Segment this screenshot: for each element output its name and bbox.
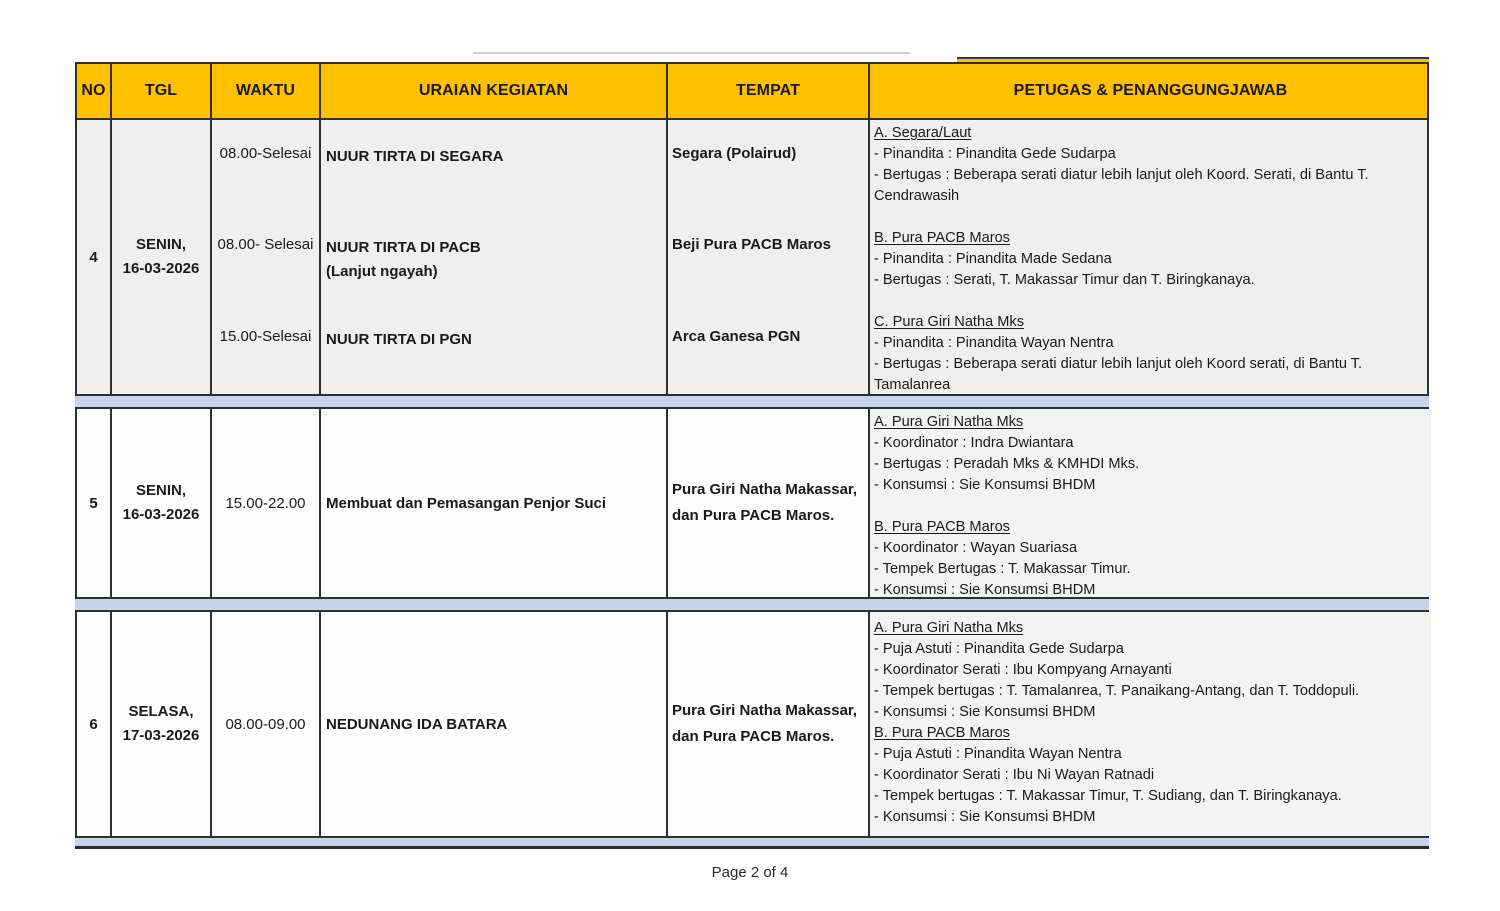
- time-cell: 08.00-09.00: [212, 612, 321, 836]
- staff-cell: [870, 409, 1431, 597]
- staff-section: [874, 312, 1425, 394]
- col-header-uraian-kegiatan: URAIAN KEGIATAN: [321, 64, 668, 118]
- schedule-row-6: [75, 610, 1429, 838]
- staff-section: [874, 618, 1425, 723]
- staff-section: [874, 412, 1425, 496]
- date-value: 16-03-2026: [122, 260, 200, 277]
- activity-entry: NUUR TIRTA DI SEGARA: [326, 148, 504, 165]
- activity-cell: Membuat dan Pemasangan Penjor Suci: [321, 409, 668, 597]
- date-value: 17-03-2026: [122, 727, 200, 744]
- staff-section-heading: B. Pura PACB Maros: [874, 725, 1010, 741]
- staff-line: - Koordinator : Indra Dwiantara: [874, 435, 1074, 451]
- schedule-table: [75, 62, 1429, 849]
- col-header-no: NO: [77, 64, 112, 118]
- staff-line: - Tempek Bertugas : T. Makassar Timur.: [874, 561, 1131, 577]
- time-cell: [212, 120, 321, 394]
- scan-artifact-line: [473, 52, 910, 54]
- row-number: 6: [77, 612, 112, 836]
- col-header-tempat: TEMPAT: [668, 64, 870, 118]
- row-separator-band: [75, 599, 1429, 610]
- staff-section-heading: B. Pura PACB Maros: [874, 230, 1010, 246]
- col-header-petugas: PETUGAS & PENANGGUNGJAWAB: [1013, 82, 1288, 99]
- staff-section: [874, 723, 1425, 828]
- staff-section: [874, 228, 1425, 291]
- staff-line: - Pinandita : Pinandita Made Sedana: [874, 251, 1112, 267]
- staff-cell: [870, 120, 1431, 394]
- staff-line: - Bertugas : Beberapa serati diatur lebih lanjut oleh Koord serati, di Bantu T. Tamalanrea: [874, 356, 1363, 393]
- schedule-row-5: [75, 407, 1429, 599]
- date-value: 16-03-2026: [122, 506, 200, 523]
- staff-line: - Bertugas : Peradah Mks & KMHDI Mks.: [874, 456, 1140, 472]
- location-entry: Segara (Polairud): [672, 145, 797, 162]
- staff-line: - Puja Astuti : Pinandita Gede Sudarpa: [874, 641, 1124, 657]
- row-separator-band: [75, 396, 1429, 407]
- staff-section: [874, 123, 1425, 207]
- table-header-row: [75, 62, 1429, 120]
- staff-line: - Koordinator Serati : Ibu Ni Wayan Ratnadi: [874, 767, 1155, 783]
- date-day: SENIN,: [135, 236, 186, 253]
- staff-section-heading: B. Pura PACB Maros: [874, 519, 1010, 535]
- staff-line: - Pinandita : Pinandita Wayan Nentra: [874, 335, 1114, 351]
- activity-cell: [321, 120, 668, 394]
- staff-line: - Konsumsi : Sie Konsumsi BHDM: [874, 809, 1096, 825]
- activity-entry: NUUR TIRTA DI PGN: [326, 331, 472, 348]
- activity-title: NUUR TIRTA DI PACB: [326, 239, 481, 256]
- staff-line: - Konsumsi : Sie Konsumsi BHDM: [874, 582, 1096, 597]
- activity-cell: NEDUNANG IDA BATARA: [321, 612, 668, 836]
- staff-section-heading: A. Pura Giri Natha Mks: [874, 414, 1024, 430]
- table-bottom-band: [75, 838, 1429, 849]
- staff-line: - Tempek bertugas : T. Tamalanrea, T. Panaikang-Antang, dan T. Toddopuli.: [874, 683, 1360, 699]
- staff-section-heading: C. Pura Giri Natha Mks: [874, 314, 1025, 330]
- time-entry: 08.00-Selesai: [219, 145, 312, 162]
- staff-line: - Puja Astuti : Pinandita Wayan Nentra: [874, 746, 1122, 762]
- time-entry: 08.00- Selesai: [217, 236, 314, 253]
- row-number: 5: [77, 409, 112, 597]
- page-number: Page 2 of 4: [711, 864, 789, 881]
- staff-cell: [870, 612, 1431, 836]
- staff-section: [874, 517, 1425, 597]
- date-cell: [112, 612, 212, 836]
- staff-line: - Koordinator Serati : Ibu Kompyang Arnayanti: [874, 662, 1172, 678]
- location-cell: Pura Giri Natha Makassar, dan Pura PACB Maros.: [668, 612, 870, 836]
- location-cell: Pura Giri Natha Makassar, dan Pura PACB Maros.: [668, 409, 870, 597]
- staff-line: - Konsumsi : Sie Konsumsi BHDM: [874, 477, 1096, 493]
- col-header-waktu: WAKTU: [212, 64, 321, 118]
- staff-line: - Bertugas : Serati, T. Makassar Timur dan T. Biringkanaya.: [874, 272, 1255, 288]
- staff-line: - Koordinator : Wayan Suariasa: [874, 540, 1078, 556]
- col-header-tgl: TGL: [112, 64, 212, 118]
- time-entry: 15.00-Selesai: [219, 328, 312, 345]
- staff-line: - Tempek bertugas : T. Makassar Timur, T. Sudiang, dan T. Biringkanaya.: [874, 788, 1342, 804]
- activity-note: (Lanjut ngayah): [326, 263, 438, 280]
- staff-section-heading: A. Pura Giri Natha Mks: [874, 620, 1024, 636]
- row-number: 4: [77, 120, 112, 394]
- date-day: SELASA,: [128, 703, 194, 720]
- date-day: SENIN,: [135, 482, 186, 499]
- staff-line: - Bertugas : Beberapa serati diatur lebih lanjut oleh Koord. Serati, di Bantu T. Cendrawasih: [874, 167, 1369, 204]
- staff-section-heading: A. Segara/Laut: [874, 125, 972, 141]
- location-entry: Beji Pura PACB Maros: [672, 236, 831, 253]
- location-entry: Arca Ganesa PGN: [672, 328, 801, 345]
- date-cell: [112, 120, 212, 394]
- schedule-row-4: [75, 120, 1429, 396]
- staff-line: - Konsumsi : Sie Konsumsi BHDM: [874, 704, 1096, 720]
- activity-entry: [321, 236, 666, 284]
- location-cell: [668, 120, 870, 394]
- time-cell: 15.00-22.00: [212, 409, 321, 597]
- date-cell: [112, 409, 212, 597]
- staff-line: - Pinandita : Pinandita Gede Sudarpa: [874, 146, 1116, 162]
